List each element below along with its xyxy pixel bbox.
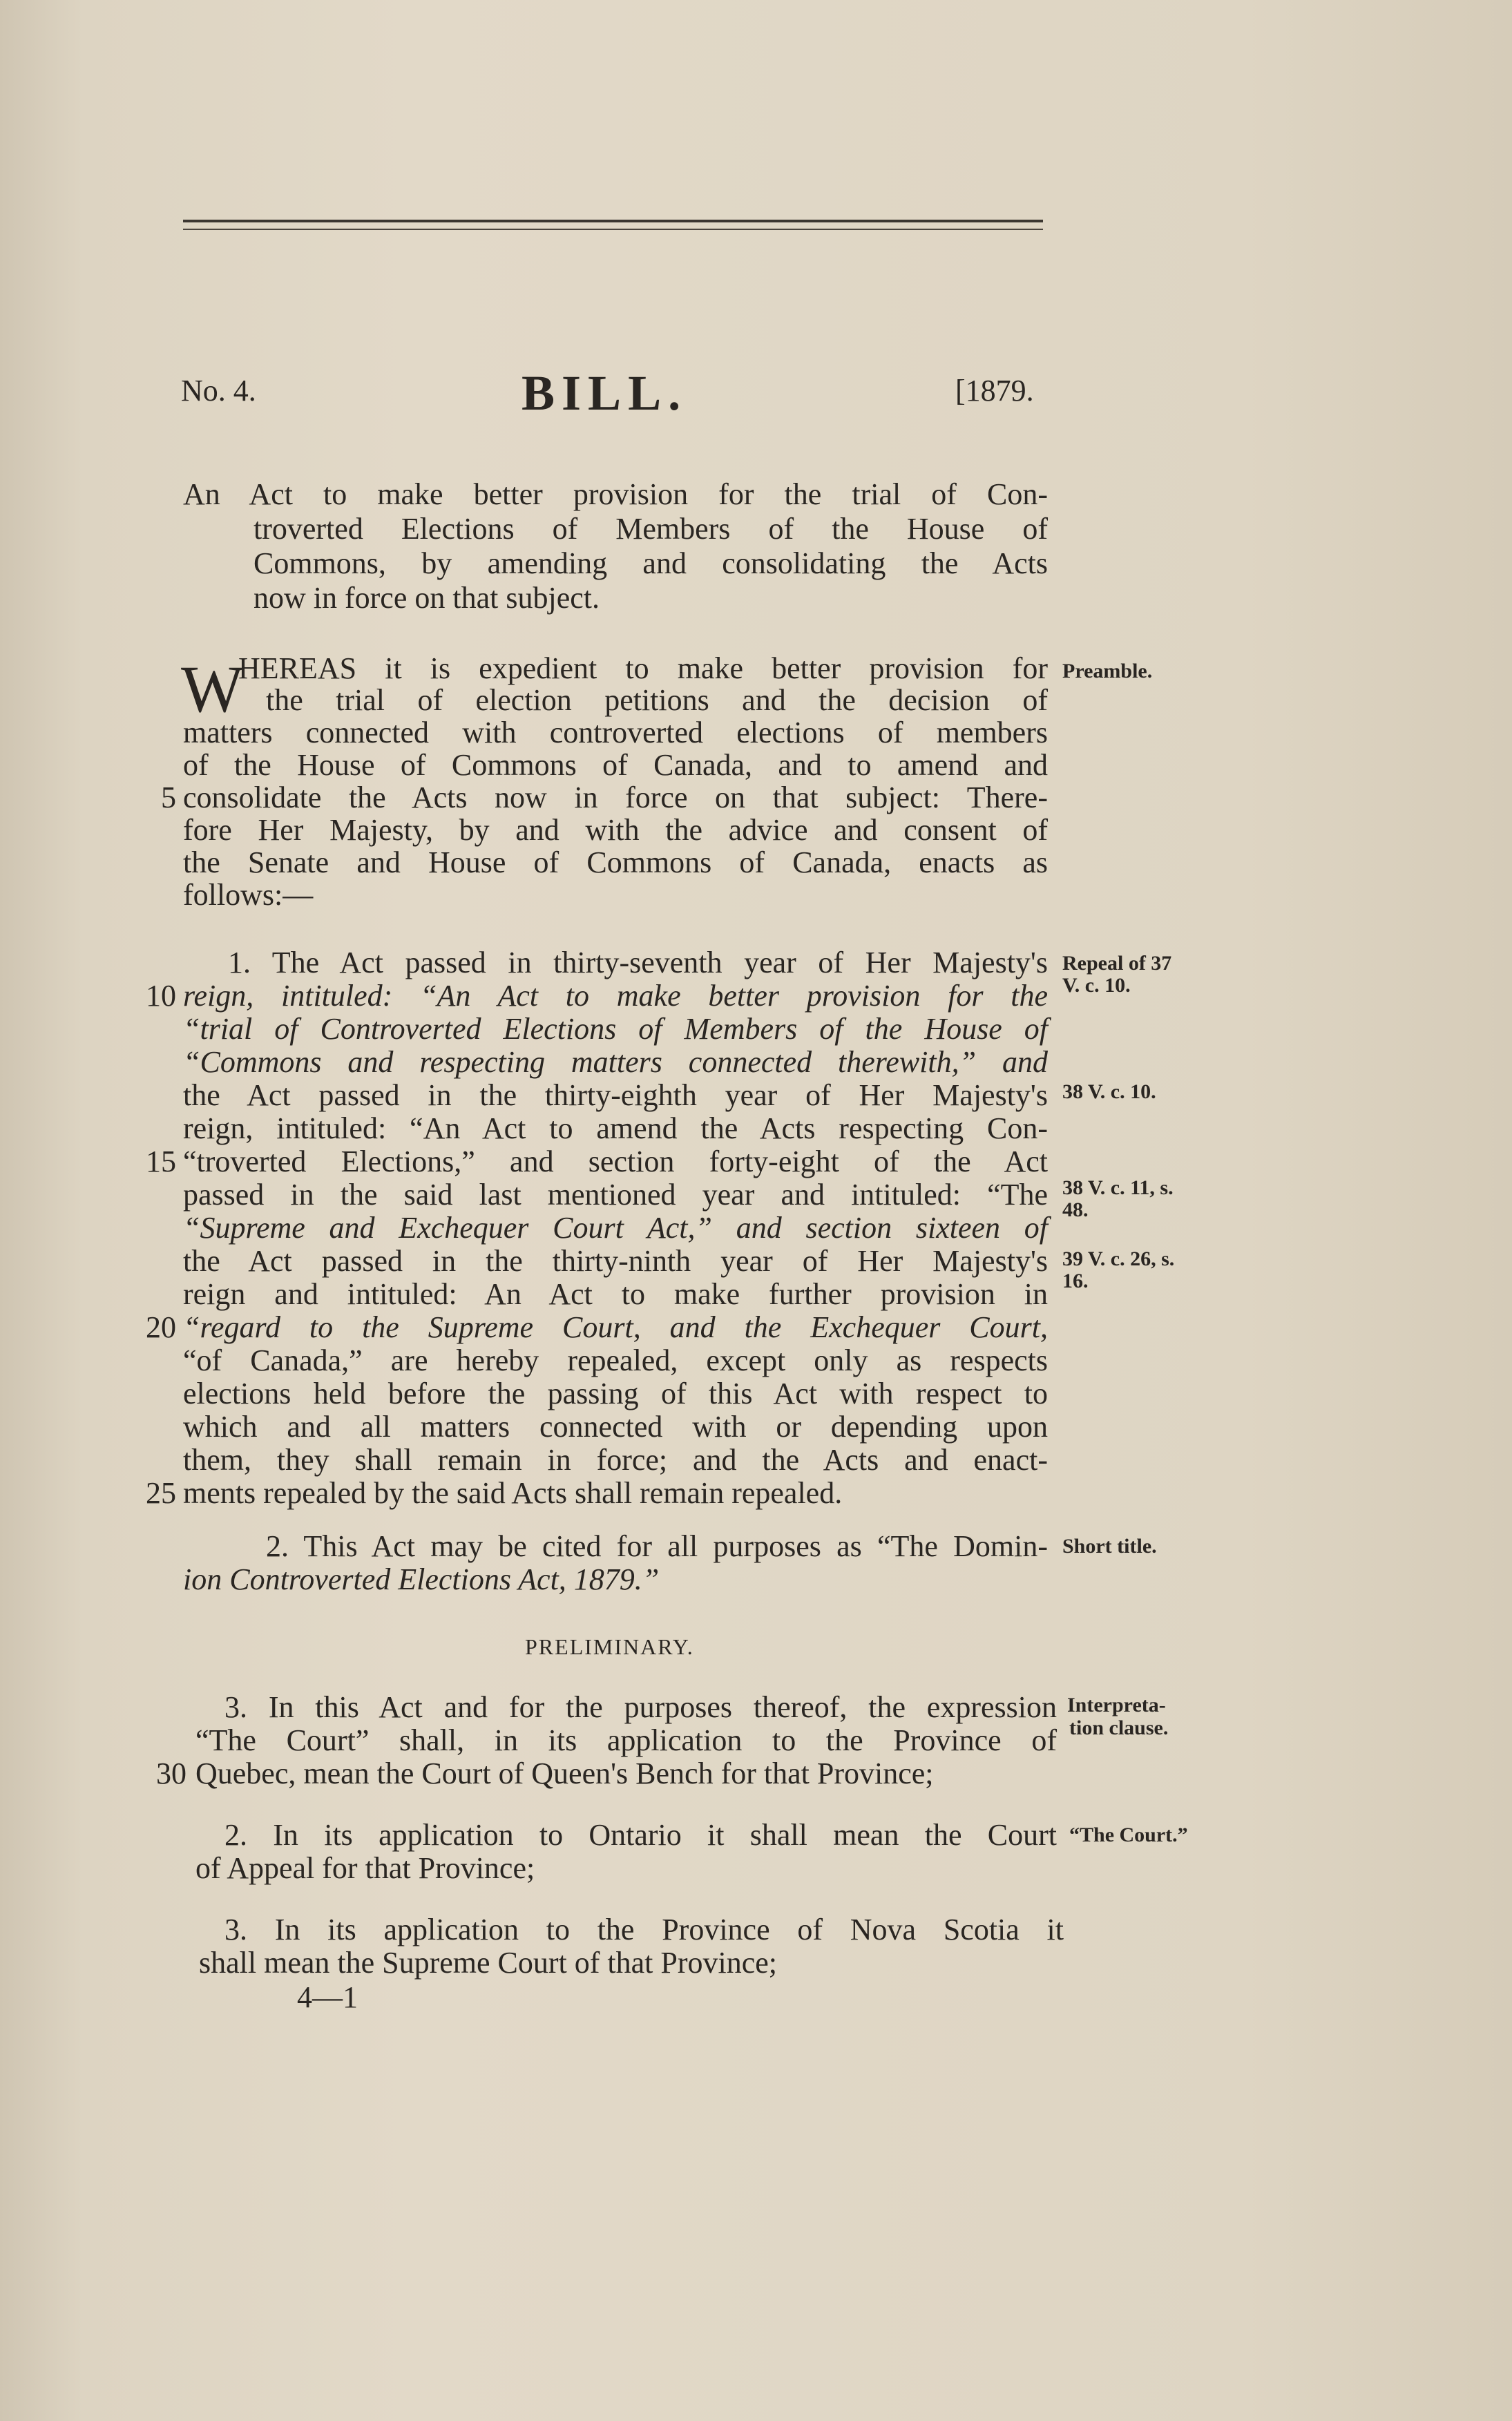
section3-line: “The Court” shall, in its application to the Province of — [195, 1723, 1057, 1757]
section1-line: passed in the said last mentioned year and intituled: “The — [183, 1178, 1048, 1212]
section1-line: “trial of Controverted Elections of Members of the House of — [183, 1012, 1048, 1046]
section1-line: “Supreme and Exchequer Court Act,” and section sixteen of — [183, 1211, 1048, 1245]
subsection3-line: shall mean the Supreme Court of that Province; — [199, 1946, 778, 1980]
section1-line: reign, intituled: “An Act to amend the Acts respecting Con- — [183, 1111, 1048, 1145]
line-number: 15 — [146, 1145, 176, 1178]
long-title-line: now in force on that subject. — [253, 581, 600, 615]
section-heading: PRELIMINARY. — [525, 1634, 694, 1659]
preamble-line: matters connected with controverted elections of members — [183, 716, 1048, 749]
line-number: 20 — [146, 1310, 176, 1344]
margin-note-interpretation: tion clause. — [1069, 1716, 1169, 1739]
margin-note-statute: 38 V. c. 11, s. — [1062, 1176, 1174, 1199]
margin-note-short-title: Short title. — [1062, 1535, 1157, 1558]
line-number: 25 — [146, 1476, 176, 1510]
preamble-line: of the House of Commons of Canada, and to amend and — [183, 748, 1048, 782]
section1-line: “Commons and respecting matters connected therewith,” and — [183, 1045, 1048, 1079]
line-number: 10 — [146, 979, 176, 1013]
top-rule — [183, 220, 1043, 222]
bill-title: BILL. — [521, 365, 688, 421]
top-rule-thin — [183, 229, 1043, 230]
section1-line: reign, intituled: “An Act to make better provision for the — [183, 979, 1048, 1013]
bill-number: No. 4. — [181, 374, 256, 408]
margin-note-statute: 16. — [1062, 1270, 1089, 1292]
section2-line: 2. This Act may be cited for all purposes as “The Domin- — [266, 1529, 1048, 1563]
preamble-line: follows:— — [183, 878, 314, 912]
margin-note-statute: 38 V. c. 10. — [1062, 1080, 1156, 1103]
section1-line: elections held before the passing of this Act with respect to — [183, 1377, 1048, 1410]
preamble-line: consolidate the Acts now in force on that subject: There- — [183, 781, 1048, 814]
section1-line: which and all matters connected with or depending upon — [183, 1410, 1048, 1444]
margin-note-repeal: Repeal of 37 — [1062, 952, 1172, 975]
section1-line: “troverted Elections,” and section forty-eight of the Act — [183, 1145, 1048, 1178]
subsection2-line: 2. In its application to Ontario it shall mean the Court — [224, 1818, 1057, 1852]
section1-line: “of Canada,” are hereby repealed, except only as respects — [183, 1343, 1048, 1377]
margin-note-statute: 48. — [1062, 1198, 1089, 1221]
margin-note-interpretation: Interpreta- — [1067, 1694, 1166, 1716]
signature-mark: 4—1 — [297, 1980, 358, 2014]
section3-line: 3. In this Act and for the purposes thereof, the expression — [224, 1690, 1057, 1724]
drop-cap: W — [181, 652, 244, 726]
long-title-line: troverted Elections of Members of the House of — [253, 512, 1048, 546]
margin-note-repeal: V. c. 10. — [1062, 974, 1131, 997]
section1-line: 1. The Act passed in thirty-seventh year of Her Majesty's — [228, 946, 1048, 979]
subsection3-line: 3. In its application to the Province of Nova Scotia it — [224, 1913, 1064, 1946]
long-title-line: Commons, by amending and consolidating the Acts — [253, 546, 1048, 580]
section1-line: the Act passed in the thirty-ninth year of Her Majesty's — [183, 1244, 1048, 1278]
section1-line: reign and intituled: An Act to make further provision in — [183, 1277, 1048, 1311]
margin-note-preamble: Preamble. — [1062, 660, 1153, 682]
preamble-line: fore Her Majesty, by and with the advice and consent of — [183, 813, 1048, 847]
section1-line: ments repealed by the said Acts shall remain repealed. — [183, 1476, 843, 1510]
line-number: 30 — [156, 1757, 186, 1790]
section1-line: “regard to the Supreme Court, and the Exchequer Court, — [183, 1310, 1048, 1344]
section1-line: the Act passed in the thirty-eighth year of Her Majesty's — [183, 1078, 1048, 1112]
section3-line: Quebec, mean the Court of Queen's Bench for that Province; — [195, 1757, 934, 1790]
long-title-line: An Act to make better provision for the trial of Con- — [183, 477, 1048, 511]
section1-line: them, they shall remain in force; and the Acts and enact- — [183, 1443, 1048, 1477]
line-number: 5 — [161, 781, 176, 814]
margin-note-the-court: “The Court.” — [1069, 1824, 1188, 1846]
preamble-line: the trial of election petitions and the decision of — [266, 683, 1048, 717]
preamble-line: the Senate and House of Commons of Canada, enacts as — [183, 845, 1048, 879]
subsection2-line: of Appeal for that Province; — [195, 1851, 535, 1885]
margin-note-statute: 39 V. c. 26, s. — [1062, 1247, 1175, 1270]
bill-year: [1879. — [955, 374, 1034, 408]
preamble-line: HEREAS it is expedient to make better provision for — [238, 651, 1048, 685]
section2-line: ion Controverted Elections Act, 1879.” — [183, 1562, 660, 1596]
